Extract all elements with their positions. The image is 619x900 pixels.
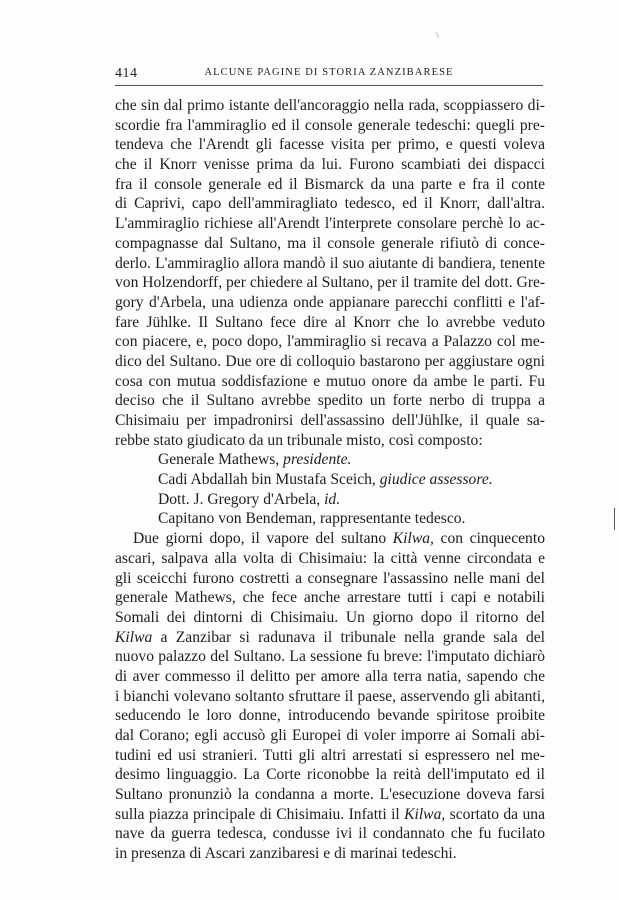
text-line: i bianchi volevano soltanto sfruttare il paese, asservendo gli abitanti, [115,687,545,705]
member-name: Cadi Abdallah bin Mustafa Sceich, [158,471,376,489]
text-line: generale Mathews, che fece anche arrestare tutti i capi e notabili [115,589,545,607]
text-line [115,805,545,825]
text-line [115,628,545,648]
text-line: derlo. L'ammiraglio allora mandò il suo aiutante di bandiera, tenente [115,254,545,272]
text-line: cosa con mutua soddisfazione e mutuo onore da ambe le parti. Fu [115,372,545,390]
ship-name: Kilwa [115,628,153,646]
text-segment: a Zanzibar si radunava il tribunale nella grande sala del [160,628,545,646]
text-line: tudini ed usi stranieri. Tutti gli altri arrestati si espressero nel me- [115,746,545,764]
running-title: ALCUNE PAGINE DI STORIA ZANZIBARESE [204,67,454,78]
text-line: scordie fra l'ammiraglio ed il console generale tedeschi: quegli pre- [115,116,545,134]
member-name: Generale Mathews, [158,451,280,469]
text-line: dico del Sultano. Due ore di colloquio bastarono per aggiustare ogni [115,352,545,370]
header-rule [115,85,543,86]
text-line: che il Knorr venisse prima da lui. Furono scambiati dei dispacci [115,156,545,174]
page-edge-mark [614,508,615,530]
tribunal-member [115,490,545,510]
text-line: nuovo palazzo del Sultano. La sessione fu breve: l'imputato dichiarò [115,648,545,666]
text-line: Somali dei dintorni di Chisimaiu. Un giorno dopo il ritorno del [115,608,545,626]
text-line: di aver commesso il delitto per amore alla terra natia, sapendo che [115,667,545,685]
text-line: di Caprivi, capo dell'ammiragliato tedesco, ed il Knorr, dall'altra. [115,195,545,213]
text-line: ascari, salpava alla volta di Chisimaiu: la città venne circondata e [115,549,545,567]
text-line: von Holzendorff, per chiedere al Sultano, per il tramite del dott. Gre- [115,274,546,292]
ship-name: Kilwa, [392,530,434,548]
text-segment: Due giorni dopo, il vapore del sultano [133,530,387,548]
text-line: tendeva che l'Arendt gli facesse visita per primo, e questi voleva [115,136,545,154]
text-line: Chisimaiu per impadronirsi dell'assassino dell'Jühlke, il quale sa- [115,412,545,429]
text-segment: scortato da una [449,805,545,823]
text-line: con piacere, e, poco dopo, l'ammiraglio si recava a Palazzo col me- [115,333,545,351]
member-role: presidente. [283,451,352,469]
body-text [115,96,545,864]
text-line: dal Corano; egli accusò gli Europei di voler imporre ai Somali abi- [115,727,545,744]
member-role: id. [324,490,341,508]
ship-name: Kilwa, [404,805,446,823]
member-name: Dott. J. Gregory d'Arbela, [158,490,321,508]
tribunal-member: Capitano von Bendeman, rappresentante tedesco. [158,510,466,528]
text-line: Sultano pronunziò la condanna a morte. L'esecuzione doveva farsi [115,786,545,804]
text-line: deciso che il Sultano avrebbe spedito un forte nerbo di truppa a [115,392,545,410]
text-line: nave da guerra tedesca, condusse ivi il condannato che fu fucilato [115,825,545,843]
text-line: rebbe stato giudicato da un tribunale misto, così composto: [115,431,483,449]
text-line: L'ammiraglio richiese all'Arendt l'interprete consolare perchè lo ac- [115,215,545,233]
page-header [115,66,543,86]
text-segment: sulla piazza principale di Chisimaiu. Infatti il [115,805,400,823]
text-line: gli sceicchi furono costretti a consegnare l'assassino nelle mani del [115,569,545,587]
member-role: giudice assessore. [379,471,493,489]
text-segment: con cinquecento [440,530,545,548]
text-line: desimo linguaggio. La Corte riconobbe la reità dell'imputato ed il [115,766,545,784]
text-line: compagnasse dal Sultano, ma il console generale rifiutò di conce- [115,234,545,252]
text-line: seducendo le loro donne, introducendo bevande spiritose proibite [115,707,545,725]
text-line: fra il console generale ed il Bismarck da una parte e fra il conte [115,175,545,193]
text-line: gory d'Arbela, una udienza onde appianare parecchi conflitti e l'af- [115,293,545,311]
page-number: 414 [115,66,138,81]
text-line [115,529,545,549]
text-line: fare Jühlke. Il Sultano fece dire al Knorr che lo avrebbe veduto [115,313,545,331]
tribunal-member [115,470,545,490]
text-line: in presenza di Ascari zanzibaresi e di marinai tedeschi. [115,845,457,863]
tribunal-member [115,450,545,470]
text-line: che sin dal primo istante dell'ancoraggio nella rada, scoppiassero di- [115,97,545,114]
print-speck [436,32,439,38]
